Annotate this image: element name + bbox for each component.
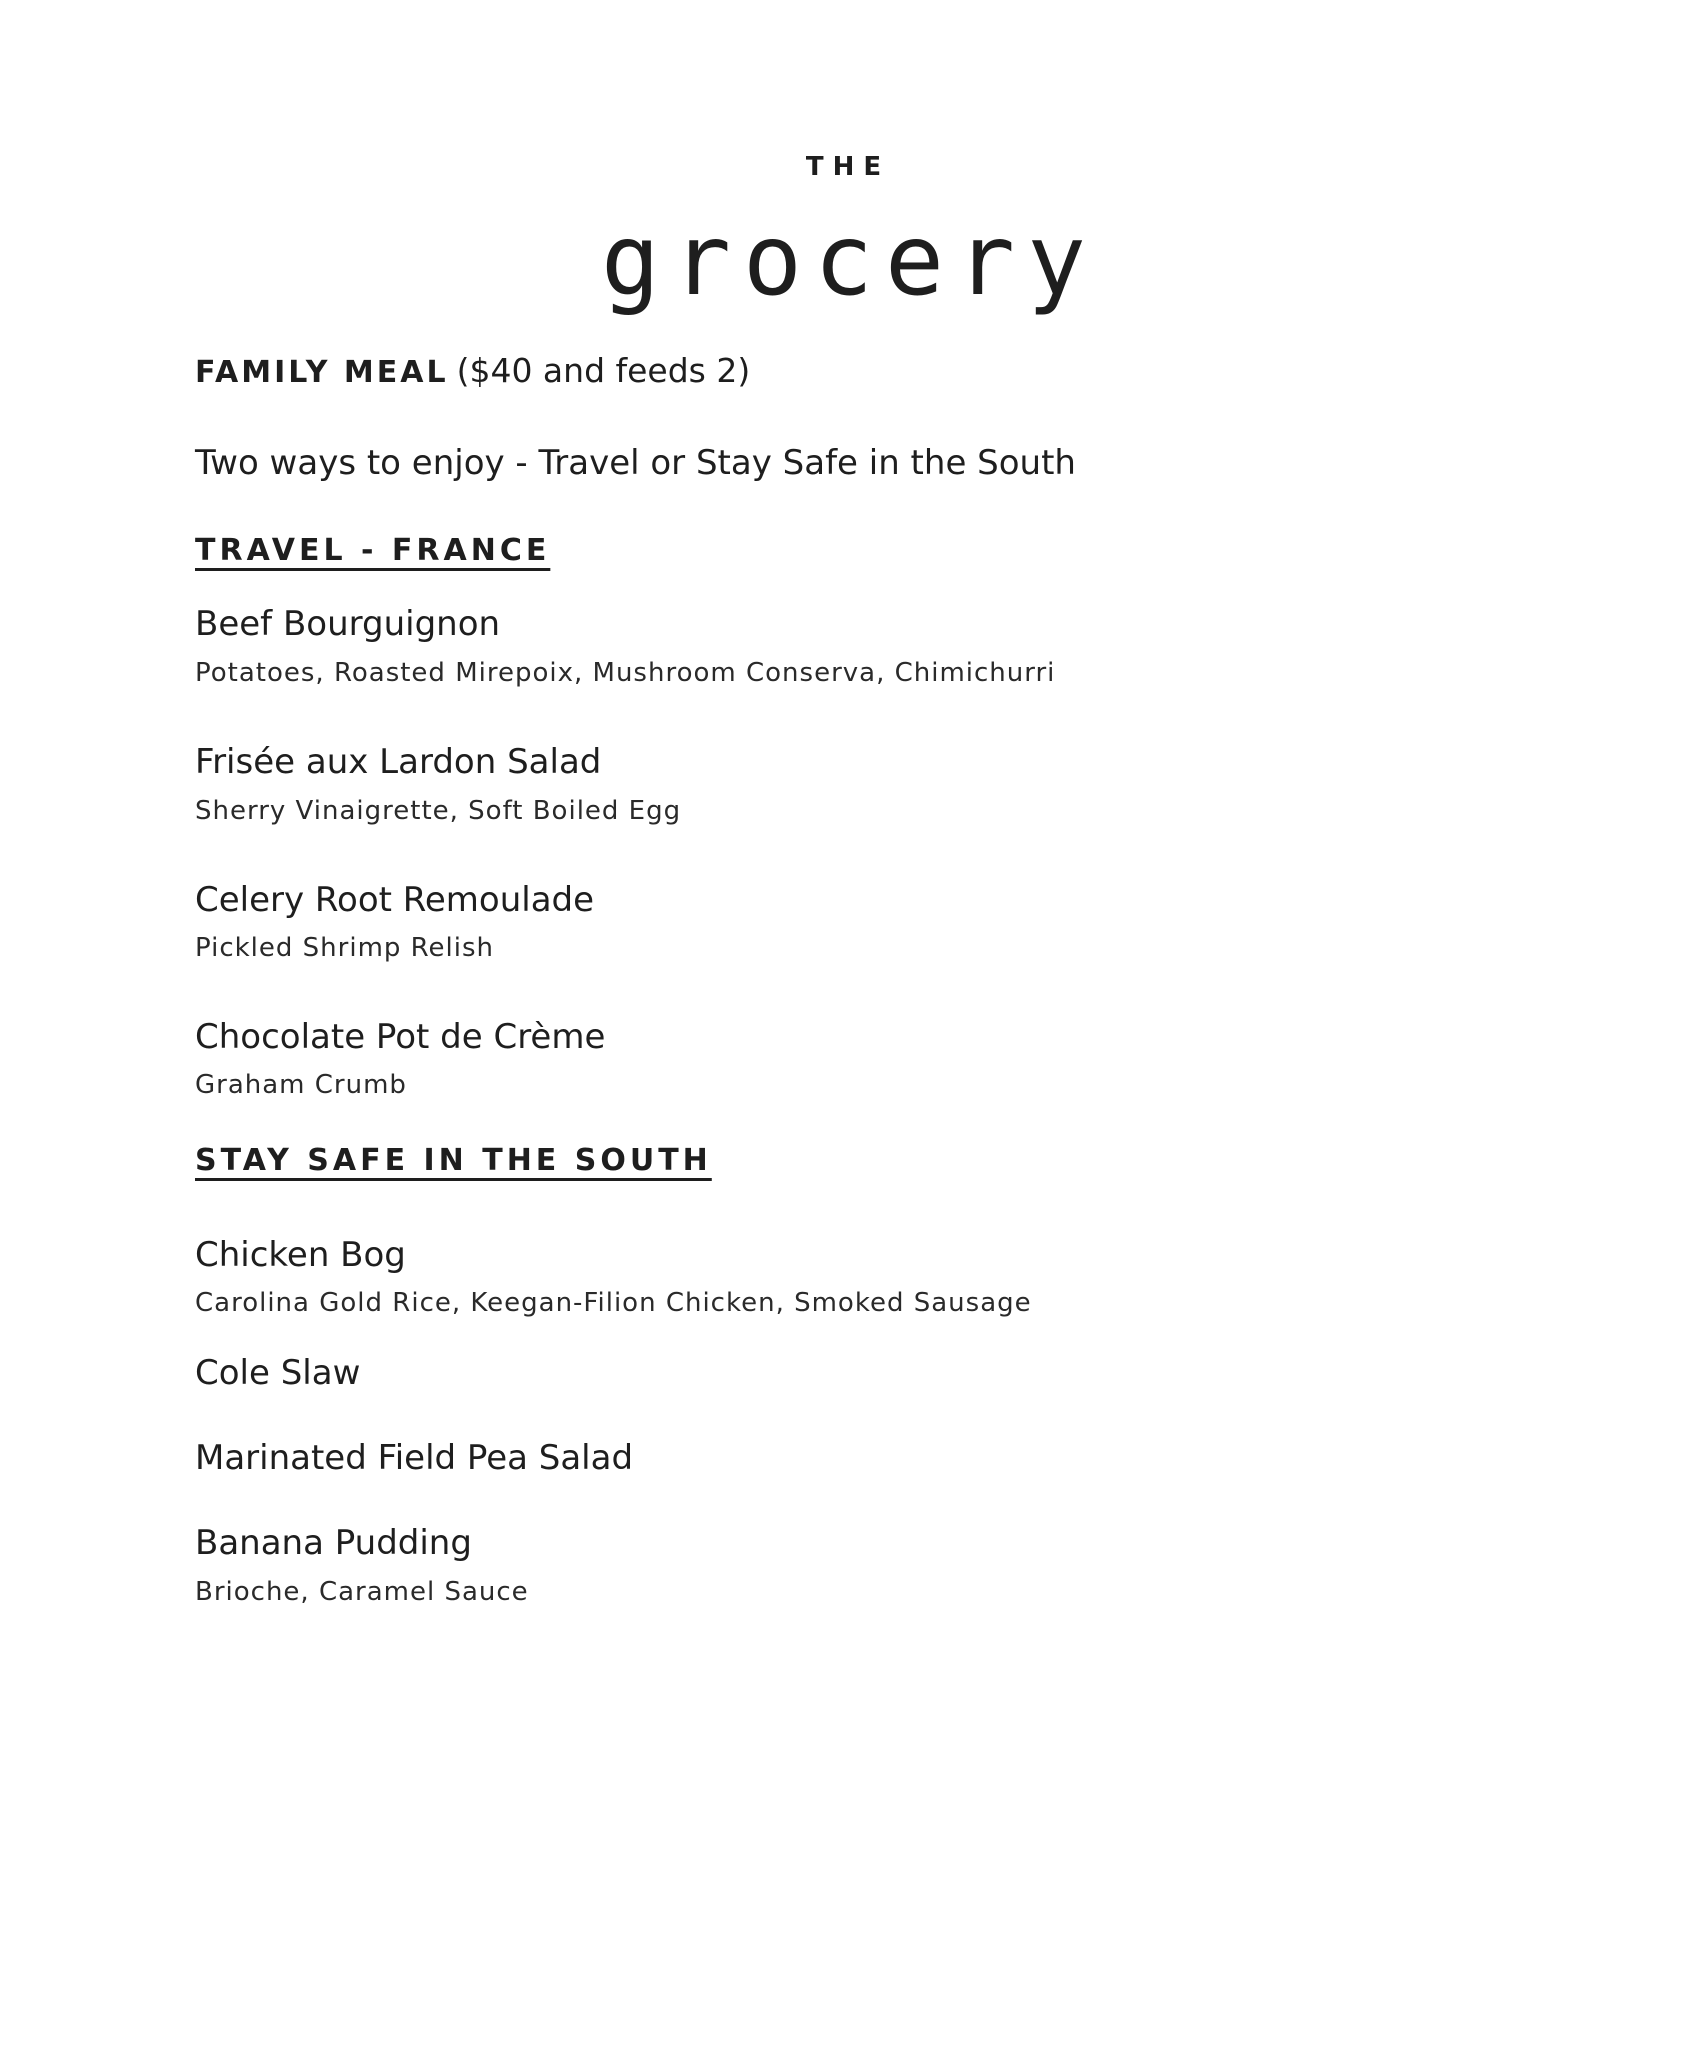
dish-description: Sherry Vinaigrette, Soft Boiled Egg <box>195 796 682 826</box>
dish-name: Beef Bourguignon <box>195 604 501 644</box>
dish-description: Potatoes, Roasted Mirepoix, Mushroom Conserva, Chimichurri <box>195 658 1056 688</box>
logo-name: grocery <box>600 204 1098 318</box>
dish-name: Cole Slaw <box>195 1353 361 1393</box>
dish-name: Marinated Field Pea Salad <box>195 1438 634 1478</box>
logo-the: THE <box>805 152 891 182</box>
family-meal-title <box>195 351 751 390</box>
dish-description: Graham Crumb <box>195 1070 407 1100</box>
section-heading-travel-france: TRAVEL - FRANCE <box>195 533 551 568</box>
dish-description: Brioche, Caramel Sauce <box>195 1577 529 1607</box>
dish-name: Chicken Bog <box>195 1235 406 1275</box>
dish-name: Celery Root Remoulade <box>195 880 595 920</box>
tagline: Two ways to enjoy - Travel or Stay Safe in the South <box>195 443 1076 483</box>
dish-description: Carolina Gold Rice, Keegan-Filion Chicken, Smoked Sausage <box>195 1288 1032 1318</box>
family-meal-price: ($40 and feeds 2) <box>456 351 751 390</box>
dish-description: Pickled Shrimp Relish <box>195 933 495 963</box>
family-meal-label: FAMILY MEAL <box>195 355 449 390</box>
dish-name: Banana Pudding <box>195 1523 472 1563</box>
dish-name: Frisée aux Lardon Salad <box>195 742 602 782</box>
section-heading-stay-safe-south: STAY SAFE IN THE SOUTH <box>195 1143 712 1178</box>
dish-name: Chocolate Pot de Crème <box>195 1017 606 1057</box>
